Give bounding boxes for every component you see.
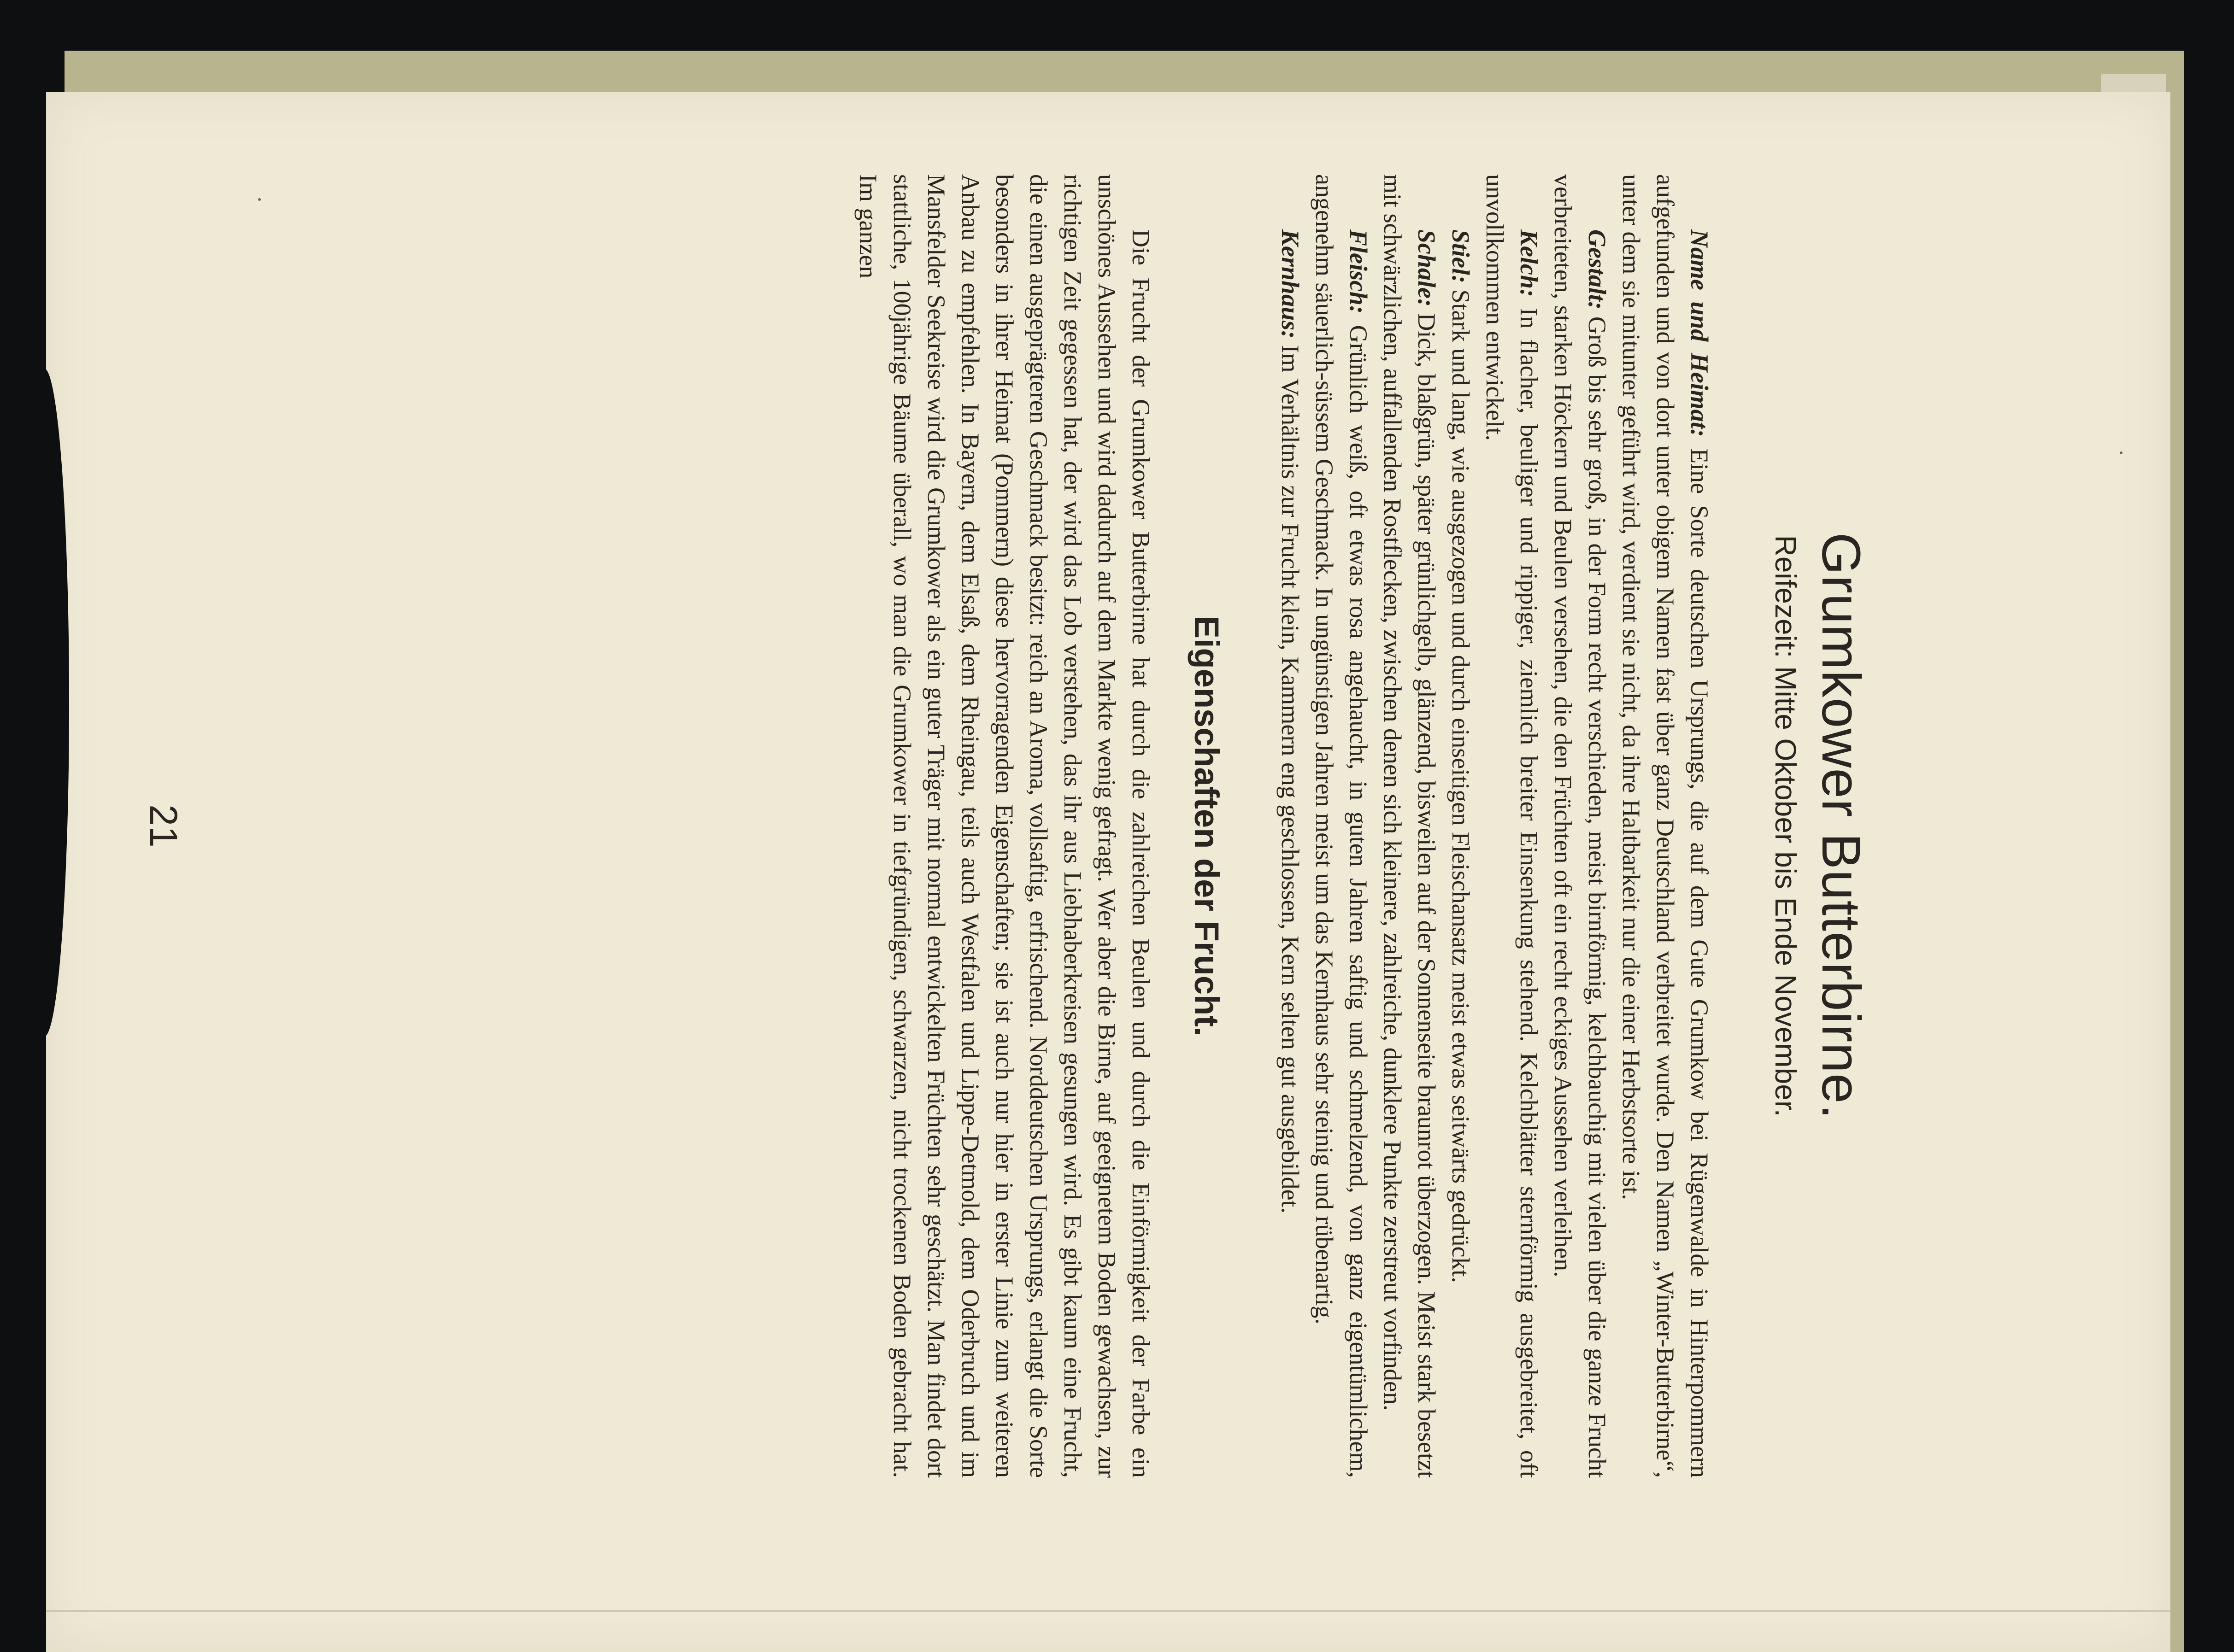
description-paragraph	[1478, 174, 1546, 1478]
description-paragraph	[1273, 174, 1307, 1478]
description-paragraph	[1546, 174, 1614, 1478]
description-paragraph	[1444, 174, 1478, 1478]
page-number: 21	[142, 804, 185, 848]
description-text: Groß bis sehr groß, in der Form recht verschieden, meist birnförmig, kelchbauchig mit vielen über die ganze Frucht verbreiteten, starken Höckern und Beulen versehen, die den Früchten oft ein recht eckiges Aussehen verleihen.	[1549, 174, 1611, 1478]
section-paragraph: Die Frucht der Grumkower Butterbirne hat durch die zahlreichen Beulen und durch die Einförmigkeit der Farbe ein unschönes Aussehen und wird dadurch auf dem Markte wenig gefragt. Wer aber die Birne, auf geeignetem Boden gewachsen, zur richtigen Zeit gegessen hat, der wird das Lob verstehen, das ihr aus Liebhaberkreisen gesungen wird. Es gibt kaum eine Frucht, die einen ausgeprägteren Geschmack besitzt: reich an Aroma, vollsaftig, erfrischend. Norddeutschen Ursprungs, erlangt die Sorte besonders in ihrer Heimat (Pommern) diese hervorragenden Eigenschaften; sie ist auch nur hier in erster Linie zum weiteren Anbau zu empfehlen. In Bayern, dem Elsaß, dem Rheingau, teils auch Westfalen und Lippe-Detmold, dem Oderbruch und im Mansfelder Seekreise wird die Grumkower als ein guter Träger mit normal entwickelten Früchten sehr geschätzt. Man findet dort stattliche, 100jährige Bäume überall, wo man die Grumkower in tiefgründigen, schwarzen, nicht trockenen Boden gebracht hat. Im ganzen	[854, 174, 1155, 1478]
ripening-time: Reifezeit: Mitte Oktober bis Ende November.	[1769, 535, 1802, 1117]
description-label: Gestalt:	[1583, 229, 1611, 310]
description-label: Kernhaus:	[1276, 229, 1304, 339]
description-label: Kelch:	[1515, 229, 1543, 297]
description-label: Name und Heimat:	[1686, 229, 1713, 437]
description-text: Grünlich weiß, oft etwas rosa angehaucht, in guten Jahren saftig und schmelzend, von ganz eigentümlichem, angenehm säuerlich-süssem Geschmack. In ungünstigen Jahren meist um das Kernhaus sehr steinig und rübenartig.	[1311, 174, 1372, 1478]
description-text: Stark und lang, wie ausgezogen und durch einseitigen Fleischansatz meist etwas seitwärts gedrückt.	[1447, 283, 1475, 1283]
page-title: Grumkower Butterbirne.	[1811, 532, 1871, 1120]
description-label: Schale:	[1413, 229, 1440, 307]
page-bottom-edge	[46, 1610, 2170, 1612]
description-paragraph	[1307, 174, 1376, 1478]
description-text: Im Verhältnis zur Frucht klein, Kammern eng geschlossen, Kern selten gut ausgebildet.	[1276, 339, 1304, 1214]
description-label: Fleisch:	[1345, 229, 1372, 314]
section-heading: Eigenschaften der Frucht.	[1188, 615, 1226, 1037]
description-text: In flacher, beuliger und rippiger, ziemlich breiter Einsenkung stehend. Kelchblätter sternförmig ausgebreitet, oft unvollkommen entwickelt.	[1481, 174, 1543, 1478]
description-paragraph	[1614, 174, 1717, 1478]
description-paragraph	[1376, 174, 1444, 1478]
description-text: Eine Sorte deutschen Ursprungs, die auf dem Gute Grumkow bei Rügenwalde in Hinterpommern aufgefunden und von dort unter obigem Namen fast über ganz Deutschland verbreitet wurde. Den Namen „Winter-Butterbirne“, unter dem sie mitunter geführt wird, verdient sie nicht, da ihre Haltbarkeit nur die einer Herbstsorte ist.	[1617, 174, 1713, 1478]
description-text: Dick, blaßgrün, später grünlichgelb, glänzend, bisweilen auf der Sonnenseite braunrot überzogen. Meist stark besetzt mit schwärzlichen, auffallenden Rostflecken, zwischen denen sich kleinere, zahlreiche, dunklere Punkte zerstreut vorfinden.	[1379, 174, 1440, 1478]
description-list	[1273, 174, 1717, 1478]
rotated-text-block	[583, 174, 1873, 1478]
description-label: Stiel:	[1447, 229, 1475, 283]
